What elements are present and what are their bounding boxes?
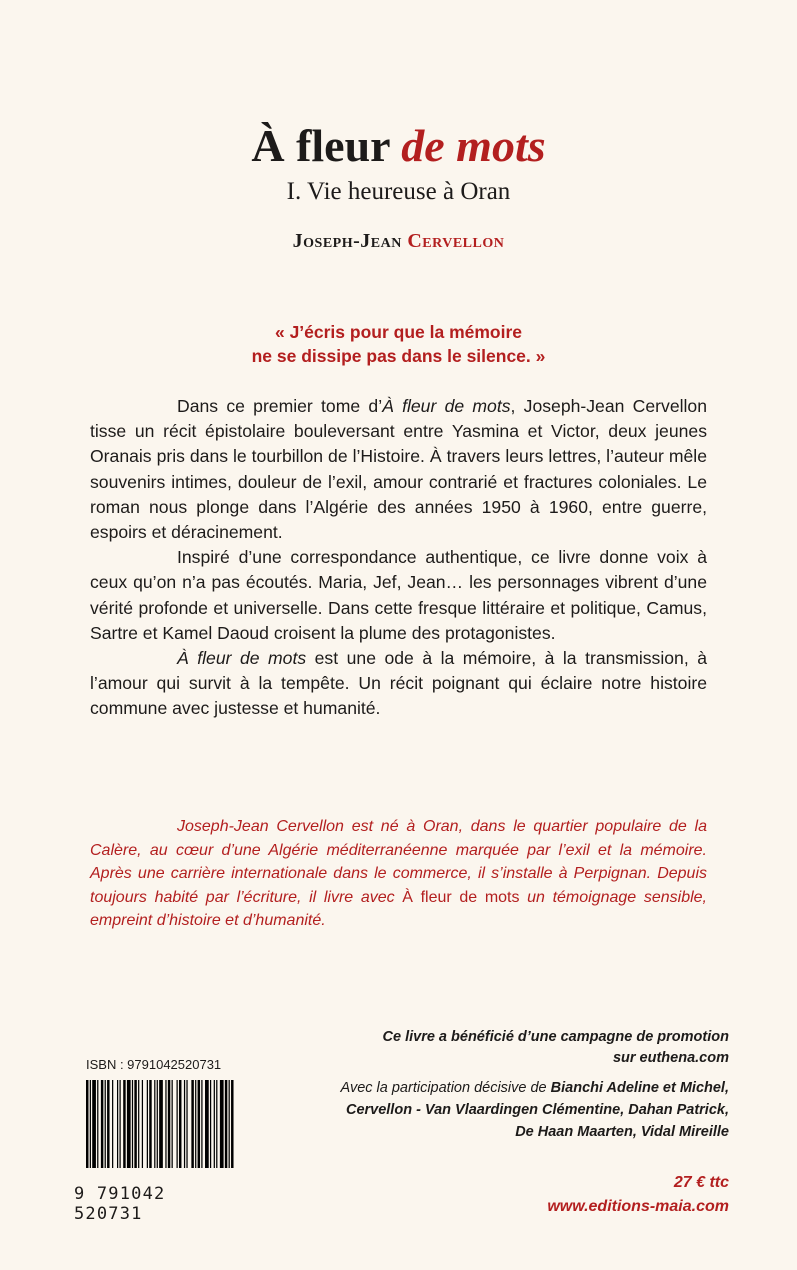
barcode-digits: 9 791042 520731 (74, 1184, 166, 1224)
barcode-bar (132, 1080, 133, 1168)
quote-line-1: « J’écris pour que la mémoire (274, 322, 523, 342)
promotion-notice (309, 1027, 729, 1069)
barcode-bar (134, 1080, 136, 1168)
participation-names-1: Bianchi Adeline et Michel, (550, 1080, 729, 1096)
barcode-bar (101, 1080, 103, 1168)
barcode-bar (205, 1080, 209, 1168)
barcode-bar (179, 1080, 181, 1168)
barcode-bar (201, 1080, 202, 1168)
author-bio: Joseph-Jean Cervellon est né à Oran, dans le quartier populaire de la Calère, au cœur d’une Algérie méditerranéenne marquée par l’exil et la mémoire. Après une carrière internationale dans le commerce, il s’installe à Perpignan. Depuis toujours habité par l’écriture, il livre avec À fleur de mots un témoignage sensible, empreint d’histoire et d’humanité. (90, 818, 707, 929)
author-first-name: Joseph-Jean (292, 230, 408, 252)
summary-paragraph-1: Dans ce premier tome d’À fleur de mots, Joseph-Jean Cervellon tisse un récit épistolaire bouleversant entre Yasmina et Victor, deux jeunes Oranais pris dans le tourbillon de l’Histoire. À travers leurs lettres, l’auteur mêle souvenirs intimes, douleur de l’exil, amour contrarié et fractures coloniales. Le roman nous plonge dans l’Algérie des années 1950 à 1960, entre guerre, espoirs et déracinement. (90, 396, 707, 543)
promo-line-1: Ce livre a bénéficié d’une campagne de promotion (382, 1029, 729, 1045)
barcode-bar (186, 1080, 187, 1168)
barcode-bar (214, 1080, 215, 1168)
barcode-bar (142, 1080, 143, 1168)
barcode-bar (92, 1080, 96, 1168)
barcode (86, 1080, 236, 1168)
barcode-bar (184, 1080, 185, 1168)
barcode-bar (159, 1080, 163, 1168)
barcode-bar (220, 1080, 224, 1168)
barcode-bar (229, 1080, 230, 1168)
summary-paragraph-2: Inspiré d’une correspondance authentique, ce livre donne voix à ceux qu’on n’a pas écoutés. Maria, Jef, Jean… les personnages vibrent d’une vérité profonde et universelle. Dans cette fresque littéraire et politique, Camus, Sartre et Kamel Daoud croisent la plume des protagonistes. (90, 547, 707, 643)
barcode-bar (157, 1080, 158, 1168)
price-and-website (547, 1171, 729, 1219)
summary-book-title: À fleur de mots (382, 396, 511, 416)
isbn-label: ISBN : 9791042520731 (86, 1057, 222, 1072)
barcode-bar (97, 1080, 98, 1168)
barcode-bar (147, 1080, 148, 1168)
summary-paragraph-3: À fleur de mots est une ode à la mémoire, à la transmission, à l’amour qui survit à la tempête. Un récit poignant qui éclaire notre histoire commune avec justesse et humanité. (90, 648, 707, 719)
pull-quote (0, 320, 797, 368)
book-title-accent: de mots (401, 120, 546, 171)
participation-line-1: Avec la participation décisive de Bianchi Adeline et Michel, (340, 1080, 729, 1096)
barcode-bar (210, 1080, 211, 1168)
author-name (0, 230, 797, 253)
promo-line-2: sur euthena.com (612, 1050, 729, 1066)
barcode-bar (127, 1080, 131, 1168)
participation-credits (309, 1077, 729, 1143)
price: 27 € ttc (673, 1174, 729, 1191)
title-block (0, 118, 797, 253)
barcode-bar (105, 1080, 106, 1168)
barcode-bar (191, 1080, 193, 1168)
barcode-bar (119, 1080, 120, 1168)
barcode-bar (225, 1080, 227, 1168)
quote-line-2: ne se dissipe pas dans le silence. » (251, 346, 546, 366)
barcode-bar (107, 1080, 109, 1168)
barcode-bar (123, 1080, 125, 1168)
barcode-bar (112, 1080, 113, 1168)
barcode-bar (177, 1080, 178, 1168)
barcode-bar (198, 1080, 200, 1168)
summary-text (90, 394, 707, 722)
barcode-bar (149, 1080, 151, 1168)
bio-book-title: À fleur de mots (402, 888, 520, 906)
barcode-bar (165, 1080, 166, 1168)
barcode-bar (117, 1080, 118, 1168)
participation-line-3: De Haan Maarten, Vidal Mireille (515, 1124, 729, 1140)
summary-book-title-2: À fleur de mots (177, 648, 307, 669)
barcode-bar (154, 1080, 155, 1168)
book-title-main: À fleur (251, 120, 402, 171)
book-subtitle: I. Vie heureuse à Oran (286, 178, 511, 205)
publisher-website[interactable]: www.editions-maia.com (547, 1198, 729, 1215)
barcode-bar (195, 1080, 196, 1168)
barcode-bar (90, 1080, 91, 1168)
barcode-bar (172, 1080, 173, 1168)
book-title (0, 118, 797, 174)
author-last-name: Cervellon (407, 230, 505, 252)
barcode-bar (231, 1080, 233, 1168)
barcode-bar (138, 1080, 139, 1168)
barcode-bar (216, 1080, 217, 1168)
barcode-bar (86, 1080, 88, 1168)
participation-line-2: Cervellon - Van Vlaardingen Clémentine, Dahan Patrick, (345, 1102, 729, 1118)
barcode-bar (168, 1080, 170, 1168)
